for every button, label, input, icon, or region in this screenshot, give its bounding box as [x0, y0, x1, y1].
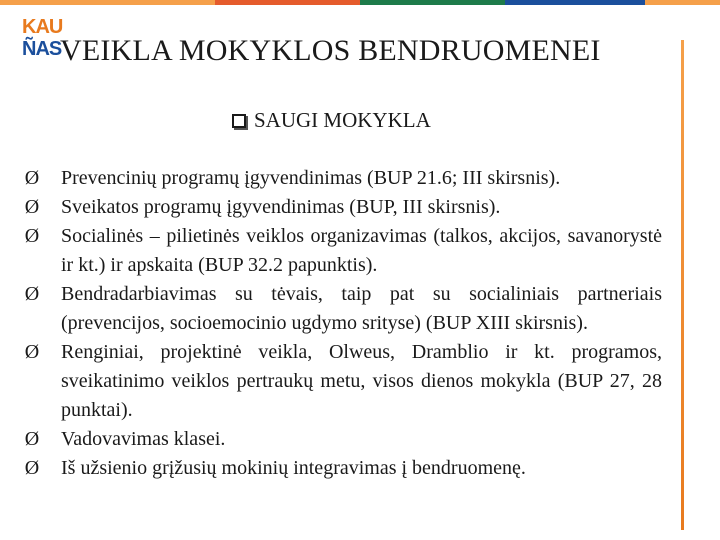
bar-segment	[215, 0, 360, 5]
list-item: Ø Vadovavimas klasei.	[22, 425, 662, 454]
bar-segment	[360, 0, 505, 5]
list-item: Ø Iš užsienio grįžusių mokinių integravimas į bendruomenę.	[22, 454, 662, 483]
arrow-bullet-icon: Ø	[24, 225, 40, 247]
slide-title: VEIKLA MOKYKLOS BENDRUOMENEI	[60, 34, 601, 67]
subtitle-text: SAUGI MOKYKLA	[254, 108, 431, 132]
list-item: Ø Sveikatos programų įgyvendinimas (BUP, III skirsnis).	[22, 193, 662, 222]
arrow-bullet-icon: Ø	[24, 283, 40, 305]
bar-segment	[0, 0, 215, 5]
logo-row-1: KAU	[22, 16, 63, 38]
arrow-bullet-icon: Ø	[24, 167, 40, 189]
list-item: Ø Bendradarbiavimas su tėvais, taip pat su socialiniais partneriais (prevencijos, socioemocinio ugdymo srityse) (BUP XIII skirsnis).	[22, 280, 662, 338]
bar-segment	[645, 0, 720, 5]
right-accent-line	[681, 40, 684, 530]
arrow-bullet-icon: Ø	[24, 196, 40, 218]
arrow-bullet-icon: Ø	[24, 457, 40, 479]
arrow-bullet-icon: Ø	[24, 428, 40, 450]
list-item: Ø Renginiai, projektinė veikla, Olweus, Dramblio ir kt. programos, sveikatinimo veiklos pertraukų metu, visos dienos mokykla (BUP 27, 28 punktai).	[22, 338, 662, 425]
list-item: Ø Socialinės – pilietinės veiklos organizavimas (talkos, akcijos, savanorystė ir kt.) ir apskaita (BUP 32.2 papunktis).	[22, 222, 662, 280]
checkbox-bullet-icon	[232, 114, 246, 128]
section-subtitle	[232, 108, 431, 133]
bar-segment	[505, 0, 645, 5]
list-item: Ø Prevencinių programų įgyvendinimas (BUP 21.6; III skirsnis).	[22, 164, 662, 193]
top-color-bar	[0, 0, 720, 5]
arrow-bullet-icon: Ø	[24, 341, 40, 363]
bullet-list	[22, 164, 662, 483]
logo-row-2: ÑAS	[22, 38, 62, 60]
